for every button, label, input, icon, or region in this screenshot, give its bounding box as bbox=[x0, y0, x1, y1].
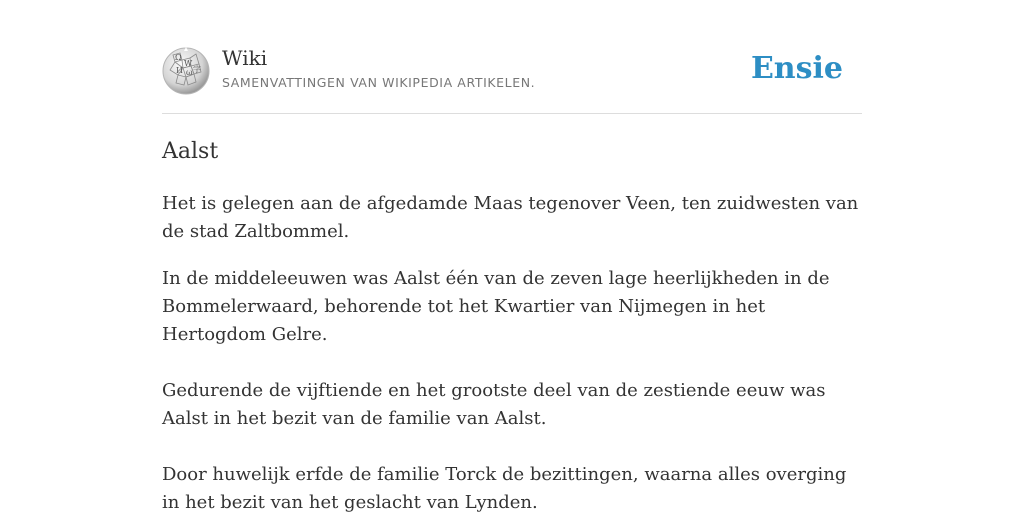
svg-text:И: И bbox=[176, 66, 183, 75]
svg-text:字: 字 bbox=[193, 65, 201, 74]
article-content bbox=[162, 190, 862, 517]
site-subtitle: SAMENVATTINGEN VAN WIKIPEDIA ARTIKELEN. bbox=[222, 75, 536, 90]
svg-text:ω: ω bbox=[186, 68, 193, 77]
article-paragraph: Het is gelegen aan de afgedamde Maas tegenover Veen, ten zuidwesten van de stad Zaltbommel. bbox=[162, 193, 859, 242]
site-title[interactable]: Wiki bbox=[222, 46, 268, 70]
article-paragraph: In de middeleeuwen was Aalst één van de zeven lage heerlijkheden in de Bommelerwaard, behorende tot het Kwartier van Nijmegen in het Hertogdom Gelre. bbox=[162, 268, 830, 345]
svg-text:Ω: Ω bbox=[175, 53, 182, 62]
article-title: Aalst bbox=[162, 139, 219, 164]
page-container bbox=[162, 0, 862, 513]
site-header bbox=[162, 0, 862, 114]
wikipedia-globe-icon[interactable] bbox=[162, 46, 212, 96]
article-paragraph: Gedurende de vijftiende en het grootste deel van de zestiende eeuw was Aalst in het bezit van de familie van Aalst. bbox=[162, 380, 826, 429]
ensie-brand-link[interactable]: Ensie bbox=[750, 51, 843, 86]
svg-text:W: W bbox=[184, 59, 193, 68]
article-paragraph: Door huwelijk erfde de familie Torck de bezittingen, waarna alles overging in het bezit van het geslacht van Lynden. bbox=[162, 464, 847, 513]
